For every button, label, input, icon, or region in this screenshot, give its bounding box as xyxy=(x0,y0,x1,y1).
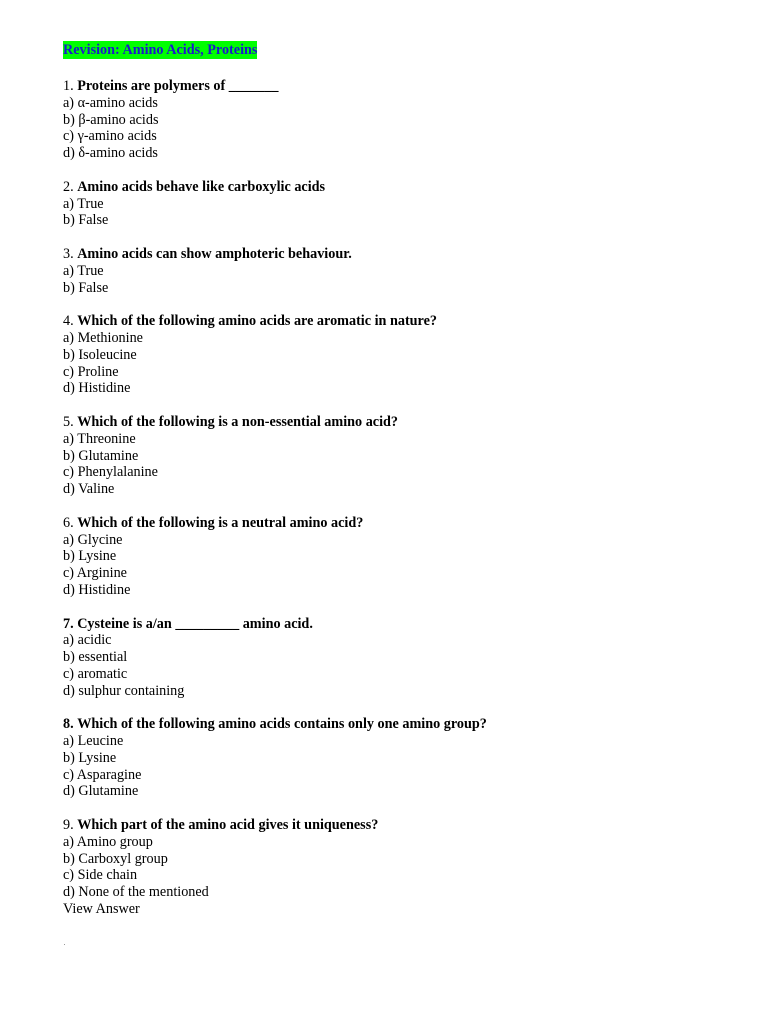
question-text xyxy=(63,716,743,733)
question-block xyxy=(63,313,743,397)
answer-option: d) δ-amino acids xyxy=(63,145,158,162)
answer-option: b) essential xyxy=(63,649,128,666)
question-number: 4. xyxy=(63,313,74,330)
question-text xyxy=(63,515,743,532)
question-number: 7. xyxy=(63,615,74,632)
question-text xyxy=(63,246,743,263)
answer-option: c) Asparagine xyxy=(63,766,142,783)
stray-dot xyxy=(64,944,65,945)
answer-option: d) Histidine xyxy=(63,380,131,397)
question-block xyxy=(63,179,743,229)
view-answer-text: View Answer xyxy=(63,901,140,918)
question-text xyxy=(63,817,743,834)
question-prompt: Amino acids can show amphoteric behaviour. xyxy=(77,245,352,262)
question-prompt: Which of the following amino acids are aromatic in nature? xyxy=(77,313,437,330)
answer-option: b) Lysine xyxy=(63,749,117,766)
question-text xyxy=(63,616,743,633)
question-block xyxy=(63,817,743,901)
question-number: 9. xyxy=(63,817,74,834)
question-number: 6. xyxy=(63,514,74,531)
question-number: 3. xyxy=(63,245,74,262)
answer-option: a) acidic xyxy=(63,632,112,649)
answer-option: a) True xyxy=(63,262,104,279)
answer-option: c) Proline xyxy=(63,363,119,380)
answer-option: c) aromatic xyxy=(63,665,128,682)
question-block xyxy=(63,246,743,296)
answer-option: a) Glycine xyxy=(63,531,123,548)
answer-option: a) Methionine xyxy=(63,329,143,346)
answer-option: d) Glutamine xyxy=(63,783,139,800)
answer-option: b) Glutamine xyxy=(63,447,139,464)
answer-option: b) Lysine xyxy=(63,548,117,565)
answer-option: b) False xyxy=(63,212,109,229)
answer-option: a) Threonine xyxy=(63,430,136,447)
question-text xyxy=(63,78,743,95)
question-number: 5. xyxy=(63,413,74,430)
question-prompt: Cysteine is a/an _________ amino acid. xyxy=(77,615,313,632)
question-text xyxy=(63,414,743,431)
question-prompt: Proteins are polymers of _______ xyxy=(77,78,279,94)
answer-option: d) Valine xyxy=(63,481,115,498)
answer-option: c) γ-amino acids xyxy=(63,128,157,145)
question-prompt: Which of the following is a non-essential amino acid? xyxy=(77,413,399,430)
question-prompt: Amino acids behave like carboxylic acids xyxy=(77,178,326,195)
title-line xyxy=(63,41,743,60)
answer-option: b) Carboxyl group xyxy=(63,850,168,867)
answer-option: d) Histidine xyxy=(63,581,131,598)
answer-option: d) None of the mentioned xyxy=(63,884,209,901)
answer-option: d) sulphur containing xyxy=(63,682,185,699)
question-prompt: Which of the following amino acids contains only one amino group? xyxy=(77,716,487,733)
question-block xyxy=(63,515,743,599)
question-number: 8. xyxy=(63,716,74,733)
question-block xyxy=(63,716,743,800)
question-prompt: Which part of the amino acid gives it uniqueness? xyxy=(77,817,379,834)
answer-option: a) True xyxy=(63,195,104,212)
question-block xyxy=(63,78,743,162)
question-list xyxy=(63,78,743,901)
question-number: 2. xyxy=(63,178,74,195)
answer-option: b) β-amino acids xyxy=(63,111,159,128)
question-number: 1. xyxy=(63,78,74,94)
question-prompt: Which of the following is a neutral amino acid? xyxy=(77,514,364,531)
question-block xyxy=(63,414,743,498)
answer-option: b) Isoleucine xyxy=(63,346,137,363)
document-page xyxy=(63,41,743,918)
answer-option: a) Amino group xyxy=(63,833,153,850)
answer-option: a) α-amino acids xyxy=(63,94,158,111)
question-text xyxy=(63,313,743,330)
question-block xyxy=(63,616,743,700)
answer-option: b) False xyxy=(63,279,109,296)
answer-option: a) Leucine xyxy=(63,733,124,750)
answer-option: c) Phenylalanine xyxy=(63,464,158,481)
document-title: Revision: Amino Acids, Proteins xyxy=(63,42,258,58)
answer-option: c) Side chain xyxy=(63,867,138,884)
answer-option: c) Arginine xyxy=(63,565,127,582)
question-text xyxy=(63,179,743,196)
